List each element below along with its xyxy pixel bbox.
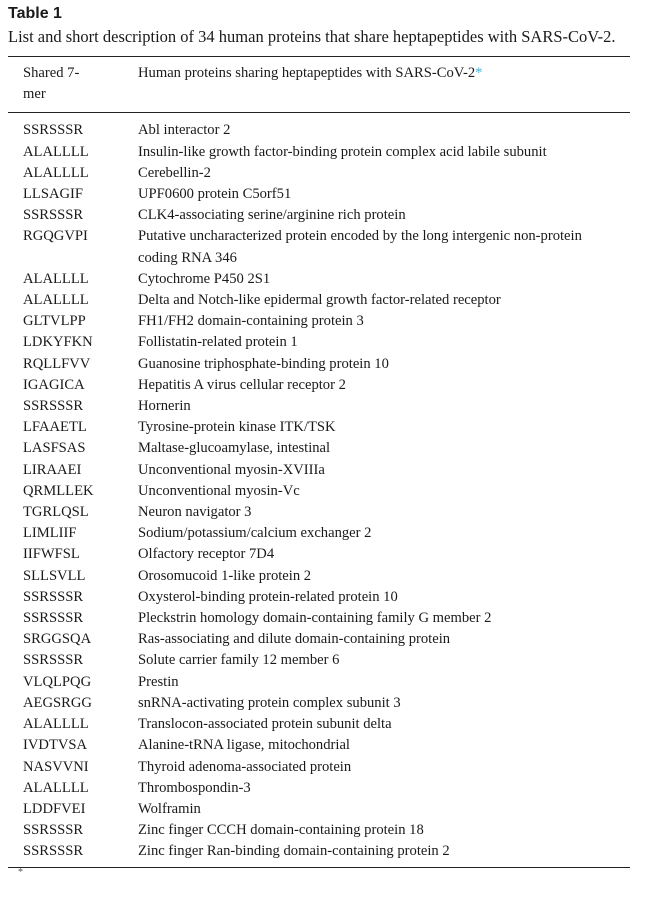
shared-7mer-cell: ALALLLL — [23, 164, 89, 181]
table-row — [8, 460, 630, 481]
table-row — [8, 396, 630, 417]
table-row — [8, 714, 630, 735]
table-caption: List and short description of 34 human proteins that share heptapeptides with SARS-CoV-2. — [8, 27, 616, 46]
protein-name-cell: snRNA-activating protein complex subunit 3 — [138, 694, 401, 711]
table-label: Table 1 — [8, 5, 62, 22]
shared-7mer-cell: SSRSSSR — [23, 122, 84, 139]
shared-7mer-cell: ALALLLL — [23, 292, 89, 309]
protein-name-cell: Zinc finger CCCH domain-containing protein 18 — [138, 822, 424, 839]
shared-7mer-cell: ALALLLL — [23, 779, 89, 796]
table-row — [8, 841, 630, 866]
shared-7mer-cell: SSRSSSR — [23, 652, 84, 669]
table-row — [8, 354, 630, 375]
table-row — [8, 481, 630, 502]
table-row — [8, 778, 630, 799]
protein-name-cell: Delta and Notch-like epidermal growth factor-related receptor — [138, 292, 501, 309]
table-row — [8, 757, 630, 778]
shared-7mer-cell: LLSAGIF — [23, 186, 83, 203]
table-row — [8, 184, 630, 205]
shared-7mer-cell: VLQLPQG — [23, 673, 92, 690]
shared-7mer-cell: ALALLLL — [23, 270, 89, 287]
header-footnote-link[interactable]: * — [475, 65, 483, 81]
shared-7mer-cell: GLTVLPP — [23, 313, 86, 330]
protein-name-cell: Maltase-glucoamylase, intestinal — [138, 440, 331, 457]
header-human-proteins — [138, 57, 630, 113]
table-row — [8, 523, 630, 544]
shared-7mer-cell: LASFSAS — [23, 440, 86, 457]
document-page — [8, 4, 630, 878]
protein-name-cell: UPF0600 protein C5orf51 — [138, 186, 292, 203]
protein-name-cell: Guanosine triphosphate-binding protein 10 — [138, 355, 389, 372]
protein-name-cell: Sodium/potassium/calcium exchanger 2 — [138, 525, 372, 542]
protein-name-cell: CLK4-associating serine/arginine rich protein — [138, 207, 406, 224]
protein-name-cell: Hepatitis A virus cellular receptor 2 — [138, 376, 346, 393]
shared-7mer-cell: NASVVNI — [23, 758, 89, 775]
shared-7mer-cell: ALALLLL — [23, 143, 89, 160]
protein-name-cell: Cytochrome P450 2S1 — [138, 270, 271, 287]
shared-7mer-cell: SSRSSSR — [23, 588, 84, 605]
protein-name-cell: Thrombospondin-3 — [138, 779, 251, 796]
protein-name-cell: Neuron navigator 3 — [138, 504, 252, 521]
header-human-proteins-text: Human proteins sharing heptapeptides with SARS-CoV-2 — [138, 65, 476, 81]
shared-7mer-cell: QRMLLEK — [23, 482, 94, 499]
protein-name-cell: Follistatin-related protein 1 — [138, 334, 298, 351]
table-row — [8, 672, 630, 693]
protein-name-cell: Solute carrier family 12 member 6 — [138, 652, 340, 669]
table-row — [8, 735, 630, 756]
shared-7mer-cell: RQLLFVV — [23, 355, 91, 372]
protein-name-cell: Thyroid adenoma-associated protein — [138, 758, 352, 775]
table-row — [8, 113, 630, 142]
table-row — [8, 142, 630, 163]
table-row — [8, 332, 630, 353]
table-row — [8, 205, 630, 226]
table-row — [8, 799, 630, 820]
table-row — [8, 608, 630, 629]
table-row — [8, 544, 630, 565]
protein-name-cell: Unconventional myosin-Vc — [138, 482, 300, 499]
table-row — [8, 269, 630, 290]
table-header-row — [8, 57, 630, 113]
shared-7mer-cell: LIMLIIF — [23, 525, 77, 542]
shared-7mer-cell: AEGSRGG — [23, 694, 92, 711]
protein-name-cell: Insulin-like growth factor-binding protein complex acid labile subunit — [138, 143, 547, 160]
shared-7mer-cell: RGQGVPI — [23, 228, 88, 245]
shared-7mer-cell: SSRSSSR — [23, 207, 84, 224]
protein-name-cell: Alanine-tRNA ligase, mitochondrial — [138, 737, 350, 754]
table-row — [8, 587, 630, 608]
protein-name-cell: Putative uncharacterized protein encoded by the long intergenic non-protein coding RNA 346 — [138, 228, 582, 266]
protein-name-cell: Unconventional myosin-XVIIIa — [138, 461, 325, 478]
protein-name-cell: Ras-associating and dilute domain-containing protein — [138, 631, 451, 648]
shared-7mer-cell: LFAAETL — [23, 419, 87, 436]
table-row — [8, 163, 630, 184]
table-row — [8, 375, 630, 396]
protein-name-cell: Zinc finger Ran-binding domain-containing protein 2 — [138, 843, 450, 860]
shared-7mer-cell: SSRSSSR — [23, 822, 84, 839]
table-row — [8, 693, 630, 714]
protein-name-cell: Orosomucoid 1-like protein 2 — [138, 567, 312, 584]
footnote-mark: * — [18, 866, 23, 878]
table-row — [8, 820, 630, 841]
protein-name-cell: Translocon-associated protein subunit delta — [138, 716, 392, 733]
shared-7mer-cell: IIFWFSL — [23, 546, 80, 563]
shared-7mer-cell: SSRSSSR — [23, 398, 84, 415]
table-row — [8, 311, 630, 332]
protein-name-cell: Olfactory receptor 7D4 — [138, 546, 275, 563]
shared-7mer-cell: SLLSVLL — [23, 567, 86, 584]
protein-name-cell: Cerebellin-2 — [138, 164, 211, 181]
protein-name-cell: Wolframin — [138, 800, 201, 817]
protein-name-cell: Pleckstrin homology domain-containing family G member 2 — [138, 610, 492, 627]
table-row — [8, 226, 630, 268]
shared-7mer-cell: SSRSSSR — [23, 610, 84, 627]
protein-name-cell: Abl interactor 2 — [138, 122, 231, 139]
header-shared-7mer — [8, 57, 138, 113]
protein-name-cell: FH1/FH2 domain-containing protein 3 — [138, 313, 364, 330]
shared-7mer-cell: IVDTVSA — [23, 737, 88, 754]
protein-name-cell: Hornerin — [138, 398, 191, 415]
header-shared-7mer-text: Shared 7-mer — [23, 65, 80, 103]
shared-7mer-cell: LDDFVEI — [23, 800, 86, 817]
shared-7mer-cell: LIRAAEI — [23, 461, 82, 478]
table-row — [8, 566, 630, 587]
shared-7mer-cell: IGAGICA — [23, 376, 85, 393]
shared-7mer-cell: SRGGSQA — [23, 631, 92, 648]
table-row — [8, 650, 630, 671]
table-row — [8, 629, 630, 650]
shared-7mer-cell: ALALLLL — [23, 716, 89, 733]
table-row — [8, 502, 630, 523]
table-row — [8, 438, 630, 459]
table-row — [8, 417, 630, 438]
protein-table — [8, 57, 630, 867]
table-row — [8, 290, 630, 311]
shared-7mer-cell: SSRSSSR — [23, 843, 84, 860]
shared-7mer-cell: LDKYFKN — [23, 334, 93, 351]
protein-name-cell: Tyrosine-protein kinase ITK/TSK — [138, 419, 336, 436]
shared-7mer-cell: TGRLQSL — [23, 504, 89, 521]
protein-name-cell: Oxysterol-binding protein-related protein 10 — [138, 588, 398, 605]
table-body — [8, 113, 630, 867]
protein-name-cell: Prestin — [138, 673, 179, 690]
